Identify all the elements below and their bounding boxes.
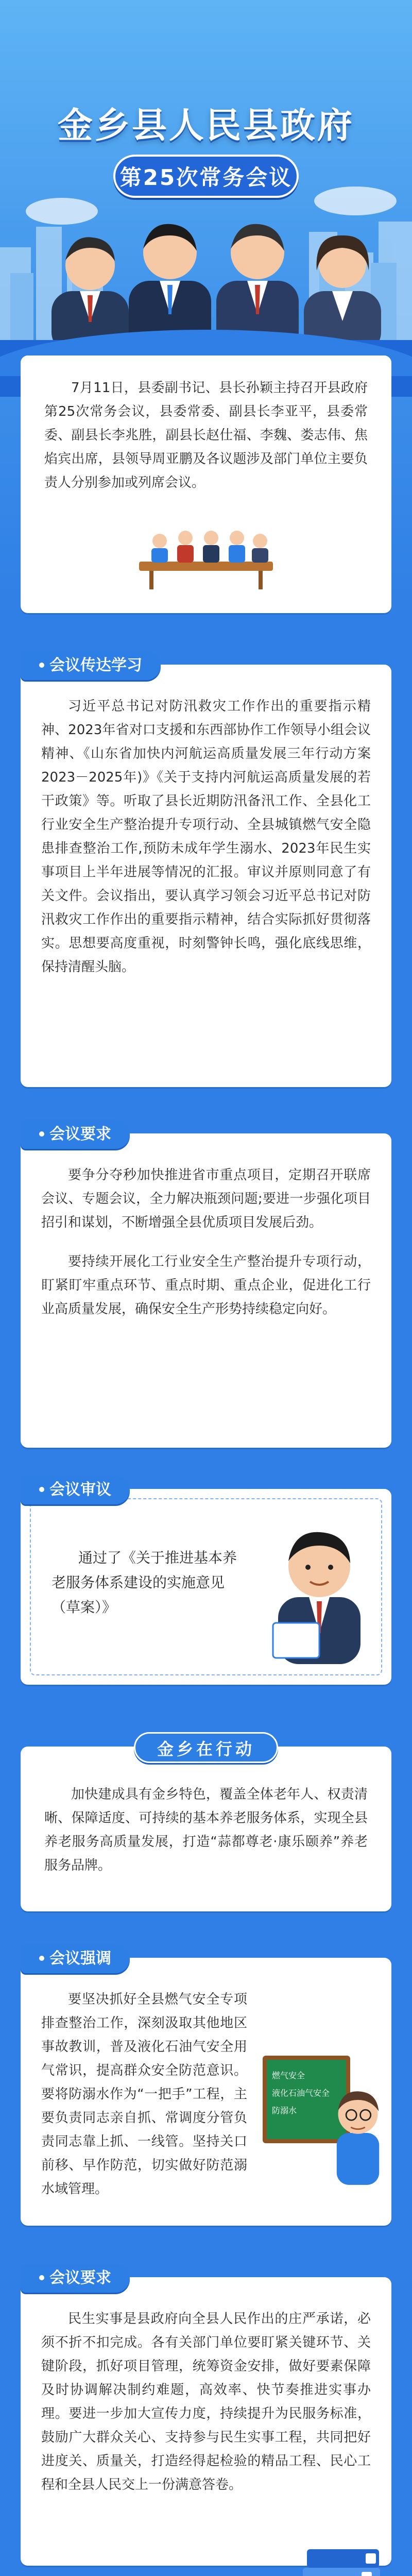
board-line: 液化石油气安全 bbox=[272, 2088, 330, 2098]
section-tab bbox=[21, 2264, 130, 2293]
section-tab bbox=[21, 651, 161, 680]
section-tab-center: 金乡在行动 bbox=[134, 1732, 278, 1763]
section-tab-label: 会议审议 bbox=[49, 1481, 111, 1499]
review-text: 通过了《关于推进基本养老服务体系建设的实施意见（草案）》 bbox=[52, 1549, 237, 1616]
section-card-requirements bbox=[21, 1125, 391, 1448]
section-tab-label: 会议强调 bbox=[49, 1950, 111, 1968]
section-tab bbox=[21, 1476, 130, 1504]
section-card-study bbox=[21, 656, 391, 1087]
section-text: 加快建成具有金乡特色，覆盖全体老年人、权责清晰、保障适度、可持续的基本养老服务体系，实现全县养老服务高质量发展，打造“蒜都尊老·康乐颐养”养老服务品牌。 bbox=[44, 1787, 368, 1873]
section-text: 习近平总书记对防汛救灾工作作出的重要指示精神、2023年省对口支援和东西部协作工作领导小组会议精神、《山东省加快内河航运高质量发展三年行动方案2023－2025年)》《关于支持内河航运高质量发展的若干政策》等。听取了县长近期防汛备汛工作、全县化工行业安全生产整治提升专项行动、全县城镇燃气安全隐患排查整治工作,预防未成年学生溺水、2023年民生实事项目上半年进展等情况的汇报。审议并原则同意了有关文件。会议指出，要认真学习领会习近平总书记对防汛救灾工作作出的重要指示精神，结合实际抓好贯彻落实。思想要高度重视，时刻警钟长鸣，强化底线思维，保持清醒头脑。 bbox=[41, 699, 371, 975]
section-tab bbox=[21, 1944, 130, 1973]
page-title: 金乡县人民县政府 bbox=[57, 106, 354, 146]
intro-text: 7月11日，县委副书记、县长孙颖主持召开县政府第25次常务会议，县委常委、副县长李亚平，县委常委、副县长李兆胜，副县长赵仕福、李魏、娄志伟、焦焰宾出席，县领导周亚鹏及各议题涉及部门单位主要负责人分别参加或列席会议。 bbox=[44, 380, 368, 490]
section-card-action bbox=[21, 1739, 391, 1911]
section-tab-label: 会议要求 bbox=[49, 1125, 111, 1143]
section-text: 要争分夺秒加快推进省市重点项目，定期召开联席会议、专题会议，全力解决瓶颈问题;要进一步强化项目招引和谋划，不断增强全县优质项目发展后劲。 bbox=[41, 1167, 371, 1230]
section-text: 要持续开展化工行业安全生产整治提升专项行动，盯紧盯牢重点环节、重点时期、重点企业，促进化工行业高质量发展，确保安全生产形势持续稳定向好。 bbox=[41, 1254, 371, 1317]
section-tab-label: 会议传达学习 bbox=[49, 656, 142, 674]
meeting-subtitle-badge: 第25次常务会议 bbox=[113, 155, 299, 198]
board-line: 燃气安全 bbox=[272, 2071, 305, 2080]
teacher-illustration bbox=[330, 2076, 386, 2190]
board-line: 防溺水 bbox=[272, 2106, 297, 2115]
section-tab-label: 会议要求 bbox=[49, 2269, 111, 2287]
section-tab bbox=[21, 1120, 130, 1149]
section-card-livelihood bbox=[21, 2269, 391, 2566]
meeting-table-illustration bbox=[129, 526, 283, 592]
section-card-review bbox=[21, 1481, 391, 1685]
file-stack-illustration bbox=[288, 2540, 391, 2576]
section-text: 要坚决抓好全县燃气安全专项排查整治工作，深刻汲取其他地区事故教训，普及液化石油气安全用气常识，提高群众安全防范意识。要将防溺水作为“一把手”工程，主要负责同志亲自抓、常调度分管负责同志靠上抓、一线管。坚持关口前移、早作防范，切实做好防范溺水域管理。 bbox=[41, 1992, 247, 2197]
intro-card bbox=[21, 355, 391, 613]
header bbox=[0, 0, 412, 392]
section-card-emphasis bbox=[21, 1950, 391, 2226]
speaker-man-illustration bbox=[263, 1510, 376, 1664]
section-text: 民生实事是县政府向全县人民作出的庄严承诺，必须不折不扣完成。各有关部门单位要盯紧关键环节、关键阶段，抓好项目管理，统筹资金安排，做好要素保障及时协调解决制约难题，高效率、快节奏推进实事办理。要进一步加大宣传力度，持续提升为民服务标准，鼓励广大群众关心、支持参与民生实事工程，共同把好进度关、质量关，打造经得起检验的精品工程、民心工程和全县人民交上一份满意答卷。 bbox=[41, 2311, 371, 2493]
